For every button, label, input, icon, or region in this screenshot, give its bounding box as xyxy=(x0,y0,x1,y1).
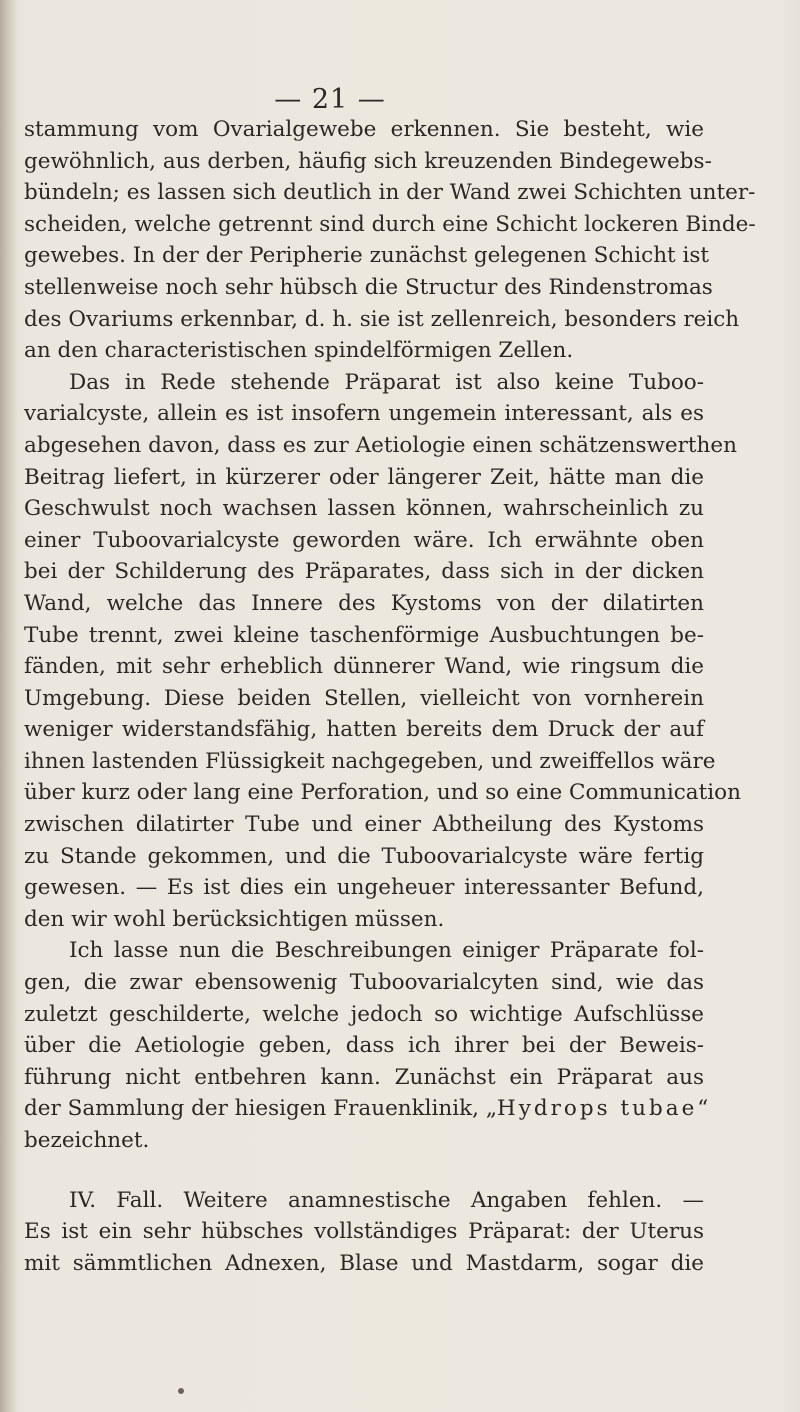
text-line: fänden, mit sehr erheblich dünnerer Wand, wie ringsum die xyxy=(24,654,704,680)
body-text xyxy=(24,114,756,1279)
text-line: Es ist ein sehr hübsches vollständiges Präparat: der Uterus xyxy=(24,1219,704,1245)
section-gap xyxy=(24,1157,704,1185)
text-line: stammung vom Ovarialgewebe erkennen. Sie besteht, wie xyxy=(24,117,704,142)
text-line: mit sämmtlichen Adnexen, Blase und Mastdarm, sogar die xyxy=(24,1250,704,1276)
text-segment: der Sammlung der hiesigen Frauenklinik, „ xyxy=(24,1096,497,1122)
text-line: gen, die zwar ebensowenig Tuboovarialcyten sind, wie das xyxy=(24,970,704,996)
text-line: gewesen. — Es ist dies ein ungeheuer interessanter Befund, xyxy=(24,875,704,901)
text-line: zwischen dilatirter Tube und einer Abtheilung des Kystoms xyxy=(24,812,704,838)
text-line: bündeln; es lassen sich deutlich in der Wand zwei Schichten unter- xyxy=(24,180,756,206)
text-segment: “ xyxy=(697,1096,709,1122)
text-line: führung nicht entbehren kann. Zunächst ein Präparat aus xyxy=(24,1064,704,1090)
print-speck xyxy=(178,1388,184,1394)
text-line: weniger widerstandsfähig, hatten bereits dem Druck der auf xyxy=(24,717,704,743)
text-line: gewöhnlich, aus derben, häufig sich kreuzenden Bindegewebs- xyxy=(24,148,712,174)
text-line: varialcyste, allein es ist insofern ungemein interessant, als es xyxy=(24,401,704,427)
text-line: IV. Fall. Weitere anamnestische Angaben fehlen. — xyxy=(69,1187,704,1213)
text-line: abgesehen davon, dass es zur Aetiologie einen schätzenswerthen xyxy=(24,432,737,458)
text-line: Das in Rede stehende Präparat ist also keine Tuboo- xyxy=(69,369,704,395)
text-line: den wir wohl berücksichtigen müssen. xyxy=(24,906,445,932)
text-line xyxy=(24,1093,709,1125)
text-line: Wand, welche das Innere des Kystoms von der dilatirten xyxy=(24,590,704,616)
text-line: des Ovariums erkennbar, d. h. sie ist zellenreich, besonders reich xyxy=(24,306,740,332)
text-line: Umgebung. Diese beiden Stellen, vielleicht von vornherein xyxy=(24,685,704,711)
text-line: gewebes. In der der Peripherie zunächst gelegenen Schicht ist xyxy=(24,243,710,269)
text-line: über kurz oder lang eine Perforation, und so eine Communication xyxy=(24,780,741,806)
text-line: Ich lasse nun die Beschreibungen einiger Präparate fol- xyxy=(69,938,704,964)
text-line: Geschwulst noch wachsen lassen können, wahrscheinlich zu xyxy=(24,496,704,522)
text-line: stellenweise noch sehr hübsch die Structur des Rindenstromas xyxy=(24,274,713,300)
text-line: ihnen lastenden Flüssigkeit nachgegeben, und zweiffellos wäre xyxy=(24,748,716,774)
binding-shadow xyxy=(0,0,18,1412)
text-line: zuletzt geschilderte, welche jedoch so wichtige Aufschlüsse xyxy=(24,1001,704,1027)
text-line: über die Aetiologie geben, dass ich ihrer bei der Beweis- xyxy=(24,1033,704,1059)
text-line: Tube trennt, zwei kleine taschenförmige Ausbuchtungen be- xyxy=(24,622,704,648)
text-line: zu Stande gekommen, und die Tuboovarialcyste wäre fertig xyxy=(24,843,704,869)
text-line: bezeichnet. xyxy=(24,1128,150,1153)
text-line: bei der Schilderung des Präparates, dass sich in der dicken xyxy=(24,559,704,585)
text-line: einer Tuboovarialcyste geworden wäre. Ich erwähnte oben xyxy=(24,527,704,553)
text-line: Beitrag liefert, in kürzerer oder längerer Zeit, hätte man die xyxy=(24,464,704,490)
emphasized-term: Hydrops tubae xyxy=(496,1096,698,1122)
text-line: scheiden, welche getrennt sind durch eine Schicht lockeren Binde- xyxy=(24,211,756,237)
page-number: — 21 — xyxy=(274,84,386,115)
text-line: an den characteristischen spindelförmigen Zellen. xyxy=(24,338,574,364)
